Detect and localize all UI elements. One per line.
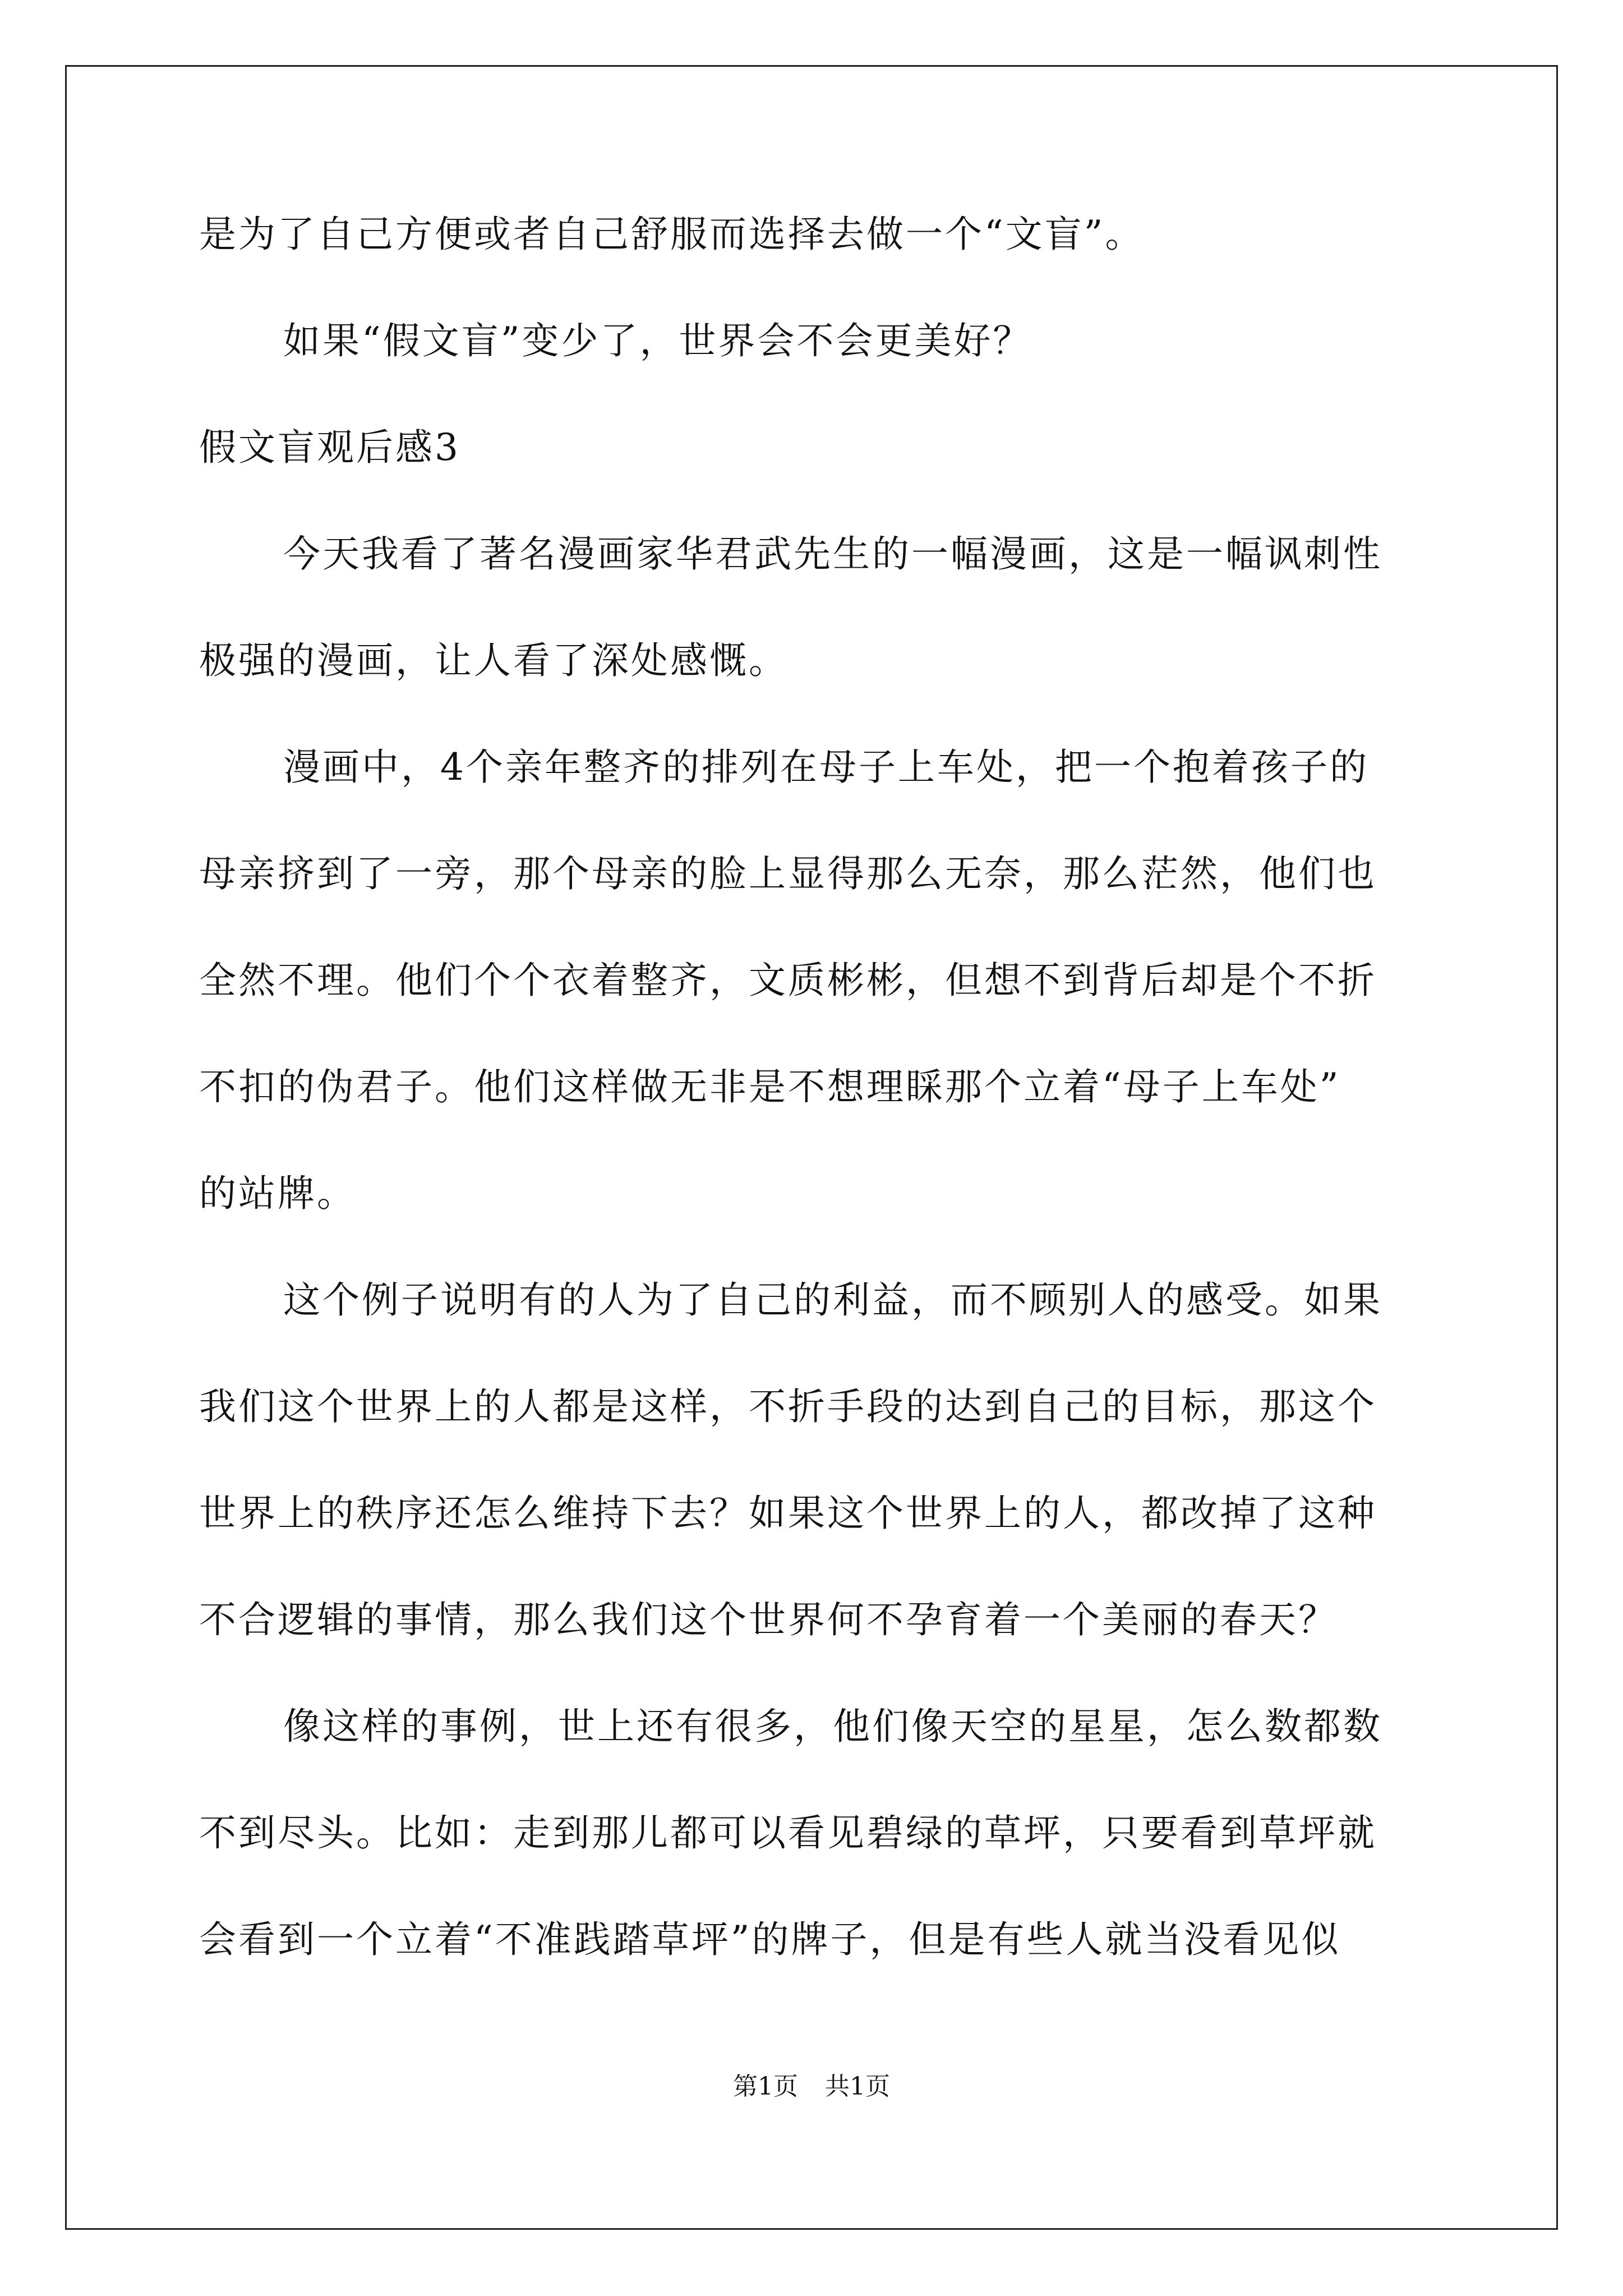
text-line: 如果“假文盲”变少了，世界会不会更美好？ — [283, 319, 1032, 362]
page-total: 共1页 — [825, 2072, 890, 2101]
text-line: 这个例子说明有的人为了自己的利益，而不顾别人的感受。如果 — [283, 1278, 1382, 1322]
page-footer — [0, 2073, 1623, 2101]
text-line: 是为了自己方便或者自己舒服而选择去做一个“文盲”。 — [199, 213, 1145, 256]
text-line: 母亲挤到了一旁，那个母亲的脸上显得那么无奈，那么茫然，他们也 — [199, 852, 1377, 895]
page-number: 第1页 — [733, 2072, 798, 2101]
text-line: 世界上的秩序还怎么维持下去？如果这个世界上的人，都改掉了这种 — [199, 1492, 1377, 1535]
text-line: 漫画中，4个亲年整齐的排列在母子上车处，把一个抱着孩子的 — [283, 746, 1369, 789]
text-line: 不扣的伪君子。他们这样做无非是不想理睬那个立着“母子上车处” — [199, 1065, 1341, 1108]
text-line: 极强的漫画，让人看了深处感慨。 — [199, 639, 788, 682]
text-line: 全然不理。他们个个衣着整齐，文质彬彬，但想不到背后却是个不折 — [199, 959, 1377, 1002]
text-line: 的站牌。 — [199, 1172, 356, 1215]
text-line: 像这样的事例，世上还有很多，他们像天空的星星，怎么数都数 — [283, 1705, 1382, 1748]
text-line: 今天我看了著名漫画家华君武先生的一幅漫画，这是一幅讽刺性 — [283, 532, 1382, 576]
text-line: 会看到一个立着“不准践踏草坪”的牌子，但是有些人就当没看见似 — [199, 1918, 1341, 1961]
text-line: 不到尽头。比如：走到那儿都可以看见碧绿的草坪，只要看到草坪就 — [199, 1811, 1377, 1855]
page-border — [65, 65, 1558, 2230]
text-line: 我们这个世界上的人都是这样，不折手段的达到自己的目标，那这个 — [199, 1385, 1377, 1428]
text-line: 不合逻辑的事情，那么我们这个世界何不孕育着一个美丽的春天？ — [199, 1598, 1338, 1641]
section-heading: 假文盲观后感3 — [199, 426, 460, 469]
